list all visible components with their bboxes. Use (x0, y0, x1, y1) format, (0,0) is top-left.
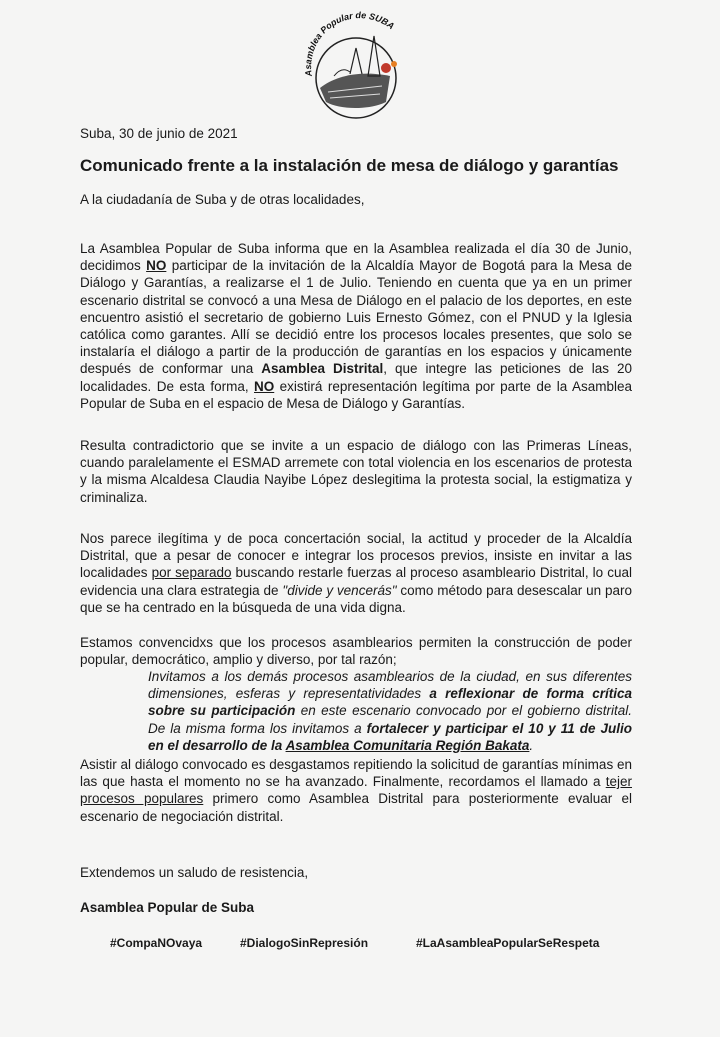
greeting: A la ciudadanía de Suba y de otras localidades, (80, 192, 365, 207)
hashtag-2: #DialogoSinRepresión (240, 936, 369, 950)
document-title: Comunicado frente a la instalación de mesa de diálogo y garantías (80, 156, 619, 175)
logo-text: Asamblea Popular de SUBA (303, 10, 397, 78)
document-date: Suba, 30 de junio de 2021 (80, 126, 238, 141)
paragraph-3: Nos parece ilegítima y de poca concertación social, la actitud y proceder de la Alcaldía Distrital, que a pesar de conocer e integrar los procesos previos, insiste en invitar a las localidades por separado buscando restarle fuerzas al proceso asambleario Distrital, lo cual evidencia una clara estrategia de "divide y vencerás" como método para desescalar un paro que se ha centrado en la búsqueda de una vida digna. (80, 531, 632, 615)
signature: Asamblea Popular de Suba (80, 900, 255, 915)
closing-line: Extendemos un saludo de resistencia, (80, 865, 309, 880)
paragraph-2: Resulta contradictorio que se invite a un espacio de diálogo con las Primeras Líneas, cuando paralelamente el ESMAD arremete con total violencia en los escenarios de protesta y la misma Alcaldesa Claudia Nayibe López deslegitima la protesta social, la estigmatiza y criminaliza. (80, 438, 632, 505)
paragraph-5-invitation: Invitamos a los demás procesos asamblearios de la ciudad, en sus diferentes dimensiones, esferas y representatividades a reflexionar de forma crítica sobre su participación en este escenario convocado por el gobierno distrital. De la misma forma los invitamos a fortalecer y participar el 10 y 11 de Julio en el desarrollo de la Asamblea Comunitaria Región Bakata. (148, 669, 632, 753)
hashtag-3: #LaAsambleaPopularSeRespeta (416, 936, 600, 950)
paragraph-1: La Asamblea Popular de Suba informa que en la Asamblea realizada el día 30 de Junio, decidimos NO participar de la invitación de la Alcaldía Mayor de Bogotá para la Mesa de Diálogo y Garantías, a realizarse el 1 de Julio. Teniendo en cuenta que ya en un primer escenario distrital se convocó a una Mesa de Diálogo en el palacio de los deportes, en este encuentro asistió el secretario de gobierno Luis Ernesto Gómez, con el PNUD y la Iglesia católica como garantes. Allí se decidió entre los procesos locales presentes, que solo se instalaría el diálogo a partir de la producción de garantías en los espacios y únicamente después de conformar una Asamblea Distrital, que integre las peticiones de las 20 localidades. De esta forma, NO existirá representación legítima por parte de la Asamblea Popular de Suba en el espacio de Mesa de Diálogo y Garantías. (80, 241, 632, 411)
asamblea-logo (290, 6, 420, 124)
paragraph-4: Estamos convencidxs que los procesos asamblearios permiten la construcción de poder popular, democrático, amplio y diverso, por tal razón; (80, 635, 632, 668)
hashtag-1: #CompaNOvaya (110, 936, 203, 950)
paragraph-6: Asistir al diálogo convocado es desgastamos repitiendo la solicitud de garantías mínimas en las que hasta el momento no se ha avanzado. Finalmente, recordamos el llamado a tejer procesos populares primero como Asamblea Distrital para posteriormente evaluar el escenario de negociación distrital. (80, 757, 632, 824)
